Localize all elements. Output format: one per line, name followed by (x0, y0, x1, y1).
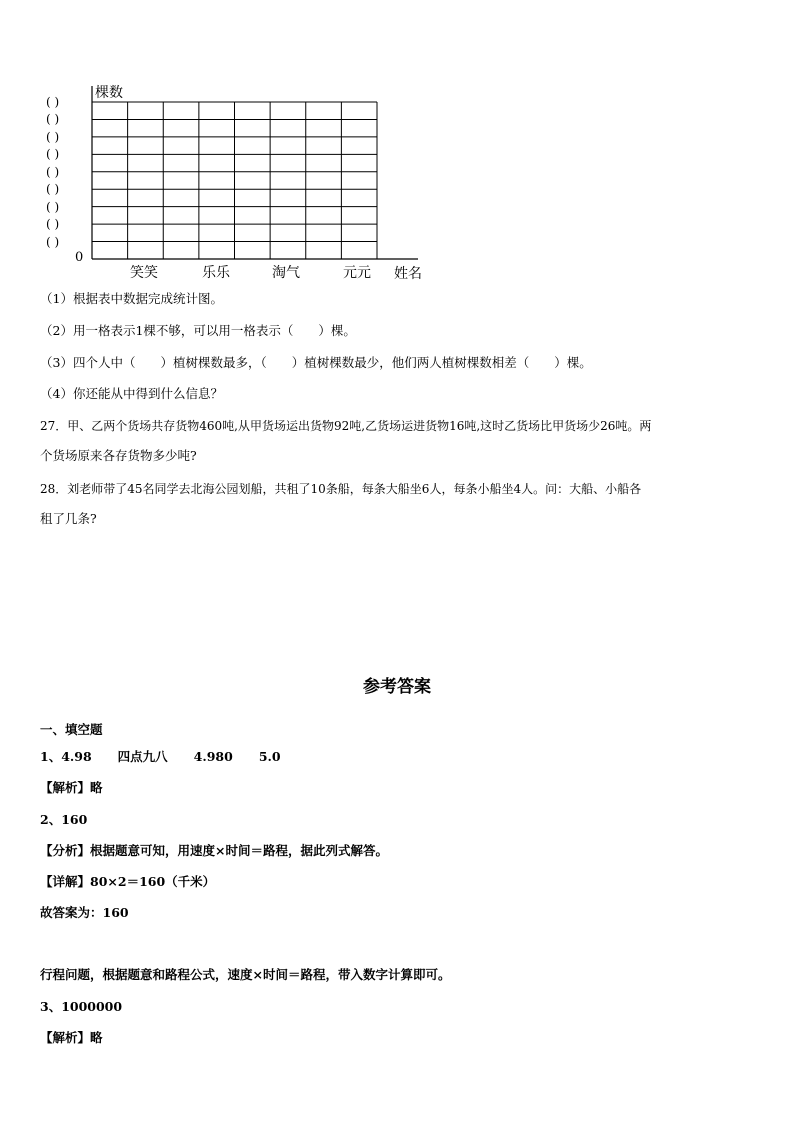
answer-1-b: 四点九八 (117, 749, 168, 764)
answer-2-note: 行程问题，根据题意和路程公式，速度×时间＝路程，带入数字计算即可。 (40, 967, 451, 982)
question-26-2: （2）用一格表示1棵不够，可以用一格表示（ ）棵。 (40, 323, 356, 338)
question-26-4: （4）你还能从中得到什么信息？ (40, 386, 223, 401)
answer-2-analysis: 【分析】根据题意可知，用速度×时间＝路程，据此列式解答。 (40, 843, 388, 858)
answer-2: 2、160 (40, 812, 88, 827)
answer-1-d: 5.0 (258, 749, 281, 764)
answer-1-analysis: 【解析】略 (40, 780, 103, 795)
question-28-line2: 租了几条? (40, 511, 97, 526)
answer-2-detail: 【详解】80×2＝160（千米） (40, 874, 216, 889)
answer-3-analysis: 【解析】略 (40, 1030, 103, 1045)
answer-1-num: 1、4.98 (40, 749, 92, 764)
y-tick-blank: ( ) (46, 112, 60, 127)
y-tick-blank: ( ) (46, 182, 60, 197)
y-tick-blank: ( ) (46, 234, 60, 249)
y-tick-blank: ( ) (46, 217, 60, 232)
category-label: 淘气 (272, 265, 300, 281)
x-axis-label: 姓名 (394, 266, 422, 282)
y-tick-blank: ( ) (46, 147, 60, 162)
answer-1 (40, 749, 281, 765)
y-tick-blank: ( ) (46, 199, 60, 214)
y-tick-blank: ( ) (46, 164, 60, 179)
answer-3: 3、1000000 (40, 999, 123, 1014)
answers-title: 参考答案 (363, 677, 431, 697)
question-26-3: （3）四个人中（ ）植树棵数最多，（ ）植树棵数最少，他们两人植树棵数相差（ ）棵。 (40, 355, 592, 370)
category-label: 笑笑 (130, 265, 158, 281)
y-tick-blank: ( ) (46, 129, 60, 144)
category-label: 乐乐 (202, 265, 230, 281)
question-26-1: （1）根据表中数据完成统计图。 (40, 291, 223, 306)
question-27-line1: 27．甲、乙两个货场共存货物460吨,从甲货场运出货物92吨,乙货场运进货物16吨,这时乙货场比甲货场少26吨。两 (40, 419, 652, 433)
answer-1-c: 4.980 (193, 749, 233, 764)
answer-2-final: 故答案为：160 (40, 905, 129, 920)
origin-label: 0 (75, 250, 84, 265)
category-label: 元元 (343, 265, 371, 281)
section-heading: 一、填空题 (40, 722, 103, 737)
y-axis-label: 棵数 (95, 85, 123, 101)
blank-bar-chart-grid (0, 0, 794, 300)
y-tick-blank: ( ) (46, 95, 60, 109)
question-27-line2: 个货场原来各存货物多少吨? (40, 448, 197, 463)
question-28-line1: 28．刘老师带了45名同学去北海公园划船，共租了10条船，每条大船坐6人，每条小船坐4人。问：大船、小船各 (40, 482, 642, 496)
